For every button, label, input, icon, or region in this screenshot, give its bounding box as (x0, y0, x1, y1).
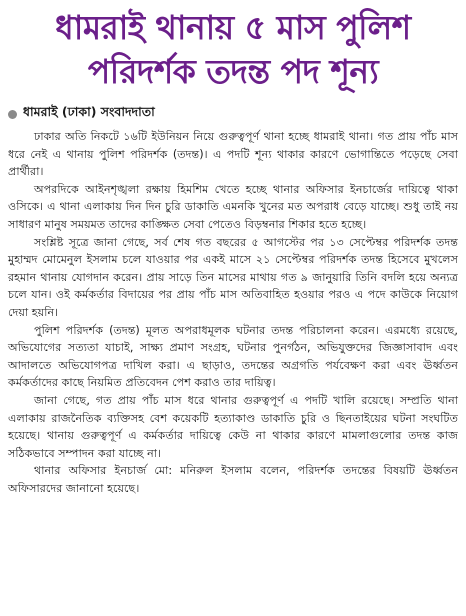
paragraph-3: সংশ্লিষ্ট সূত্রে জানা গেছে, সর্ব শেষ গত বছরের ৫ আগস্টের পর ১৩ সেপ্টেম্বর পরিদর্শক তদন্ত মুহাম্মদ মোমেনুল ইসলাম চলে যাওয়ার পর একই মাসে ২১ সেপ্টেম্বর পরিদর্শক তদন্ত হিসেবে মুখলেস রহমান থানায় যোগদান করেন। প্রায় সাড়ে তিন মাসের মাথায় গত ৯ জানুয়ারি তিনি বদলি হয়ে অন্যত্র চলে যান। ওই কর্মকর্তার বিদায়ের পর প্রায় পাঁচ মাস অতিবাহিত হওয়ার পরও এ পদে কাউকে নিয়োগ দেয়া হয়নি। (8, 235, 458, 319)
byline (8, 104, 458, 124)
paragraph-4: পুলিশ পরিদর্শক (তদন্ত) মূলত অপরাধমূলক ঘটনার তদন্ত পরিচালনা করেন। এরমধ্যে রয়েছে, অভিযোগের সত্যতা যাচাই, সাক্ষ্য প্রমাণ সংগ্রহ, ঘটনার পুনর্গঠন, অভিযুক্তদের জিজ্ঞাসাবাদ এবং আদালতে অভিযোগপত্র দাখিল করা। এ ছাড়াও, তদন্তের অগ্রগতি পর্যবেক্ষণ করা এবং ঊর্ধ্বতন কর্মকর্তাদের কাছে নিয়মিত প্রতিবেদন পেশ করাও তার দায়িত্ব। (8, 323, 458, 390)
headline-line-2: পরিদর্শক তদন্ত পদ শূন্য (87, 52, 379, 91)
article-body (8, 128, 458, 497)
byline-text: ধামরাই (ঢাকা) সংবাদদাতা (23, 104, 155, 119)
bullet-icon (8, 110, 17, 119)
headline-line-1: ধামরাই থানায় ৫ মাস পুলিশ (55, 8, 411, 47)
paragraph-6: থানার অফিসার ইনচার্জ মো: মনিরুল ইসলাম বলেন, পরিদর্শক তদন্তের বিষয়টি ঊর্ধ্বতন অফিসারদের জানানো হয়েছে। (8, 464, 458, 495)
paragraph-5: জানা গেছে, গত প্রায় পাঁচ মাস ধরে থানার গুরুত্বপূর্ণ এ পদটি খালি রয়েছে। সম্প্রতি থানা এলাকায় রাজনৈতিক ব্যক্তিসহ বেশ কয়েকটি হত্যাকাণ্ড ডাকাতি চুরি ও ছিনতাইয়ের ঘটনা সংঘটিত হয়েছে। থানায় গুরুত্বপূর্ণ এ কর্মকর্তার দায়িত্বে কেউ না থাকার কারণে মামলাগুলোর তদন্ত কাজ সঠিকভাবে সম্পাদন করা যাচ্ছে না। (8, 393, 458, 460)
paragraph-2: অপরদিকে আইনশৃঙ্খলা রক্ষায় হিমশিম খেতে হচ্ছে থানার অফিসার ইনচার্জের দায়িত্বে থাকা ওসিকে। এ থানা এলাকায় দিন দিন চুরি ডাকাতি এমনকি খুনের মত অপরাধ বেড়ে যাচ্ছে। শুধু তাই নয় সাধারণ মানুষ সময়মত তাদের কাঙ্ক্ষিত সেবা পেতেও বিড়ম্বনার শিকার হতে হচ্ছে। (8, 182, 458, 231)
headline (8, 6, 458, 94)
paragraph-1: ঢাকার অতি নিকটে ১৬টি ইউনিয়ন নিয়ে গুরুত্বপূর্ণ থানা হচ্ছে ধামরাই থানা। গত প্রায় পাঁচ মাস ধরে নেই এ থানায় পুলিশ পরিদর্শক (তদন্ত)। এ পদটি শূন্য থাকার কারণে ভোগান্তিতে পড়েছে সেবা প্রার্থীরা। (8, 130, 458, 179)
